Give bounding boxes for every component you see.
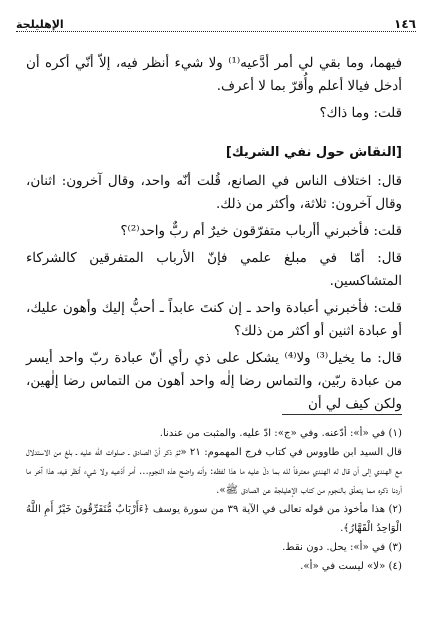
page-number: ١٤٦ [394,17,416,31]
footnote: (١) في «أ»: أدّعنه. وفي «ج»: ادّ عليه. والمثبت من عندنا. [159,428,402,439]
paragraph: فيهما، وما بقي لي أمر أدَّعيه⁽¹⁾ ولا شيء أنظر فيه، إلاّ أنّي أكره أن أدخل فيالا أعلم وأُقرّ بما لا أعرف. [26,56,402,94]
paragraph: قال: ما يخيل⁽³⁾ ولا⁽⁴⁾ يشكل على ذي رأي أنّ عبادة ربّ واحد أيسر من عبادة ربّين، والتماس رضا إلٰه واحد أهون من التماس رضا إلٰهين، ولكن كيف لي أن [26,351,402,412]
paragraph: قلت: فأخبرني أعبادة واحد ـ إن كنتَ عابداً ـ أحبُّ إليك وأهون عليك، أو عبادة اثنين أو أكثر من ذلك؟ [26,301,402,339]
paragraph: قال: أمّا في مبلغ علمي فإنّ الأرباب المتفرقين كالشركاء المتشاكسين. [26,251,402,289]
section-heading: [النقاش حول نفي الشريك] [225,145,402,160]
paragraph: قال: اختلاف الناس في الصانع، قُلت أنّه واحد، وقال آخرون: اثنان، وقال آخرون: ثلاثة، وأكثر من ذلك. [26,174,402,212]
running-title: الإهليلجة [16,18,64,31]
footnote-separator [282,414,402,415]
paragraph: قلت: فأخبرني أأرباب متفرّقون خيرٌ أم ربٌّ واحد⁽²⁾؟ [120,224,402,239]
main-text [26,52,402,416]
footnote-continuation: قال السيد ابن طاووس في كتاب فرج المهموم: ٢١ «ثمّ ذكر أنّ الصادق ـ صلوات الله عليه ـ بلغ من الاستدلال مع الهندي إلى أن قال له الهندي معترفاً لله بما دلّ عليه ما هذا لفظه: وأنه واضح هذه النجوم... أمر أدّعيه ولا شيء أنظر فيه، هذا آخر ما أردنا ذكره مما يتعلّق بالنجوم من كتاب الإهليلجة عن الصادق ﷺ». [26,447,402,496]
footnote: (٣) في «أ»: يحل. دون نقط. [282,542,402,553]
page-header [16,11,416,32]
paragraph: قلت: وما ذاك؟ [319,106,402,121]
footnote: (٢) هذا مأخوذ من قوله تعالى في الآية ٣٩ من سورة يوسف ﴿ءَأَرْبَابٌ مُّتَفَرِّقُونَ خَيْرٌ أَمِ اللَّهُ الْوَاحِدُ الْقَهَّارُ﴾. [26,504,403,534]
footnotes [26,424,402,576]
footnote: (٤) «لا» ليست في «أ». [300,561,402,572]
